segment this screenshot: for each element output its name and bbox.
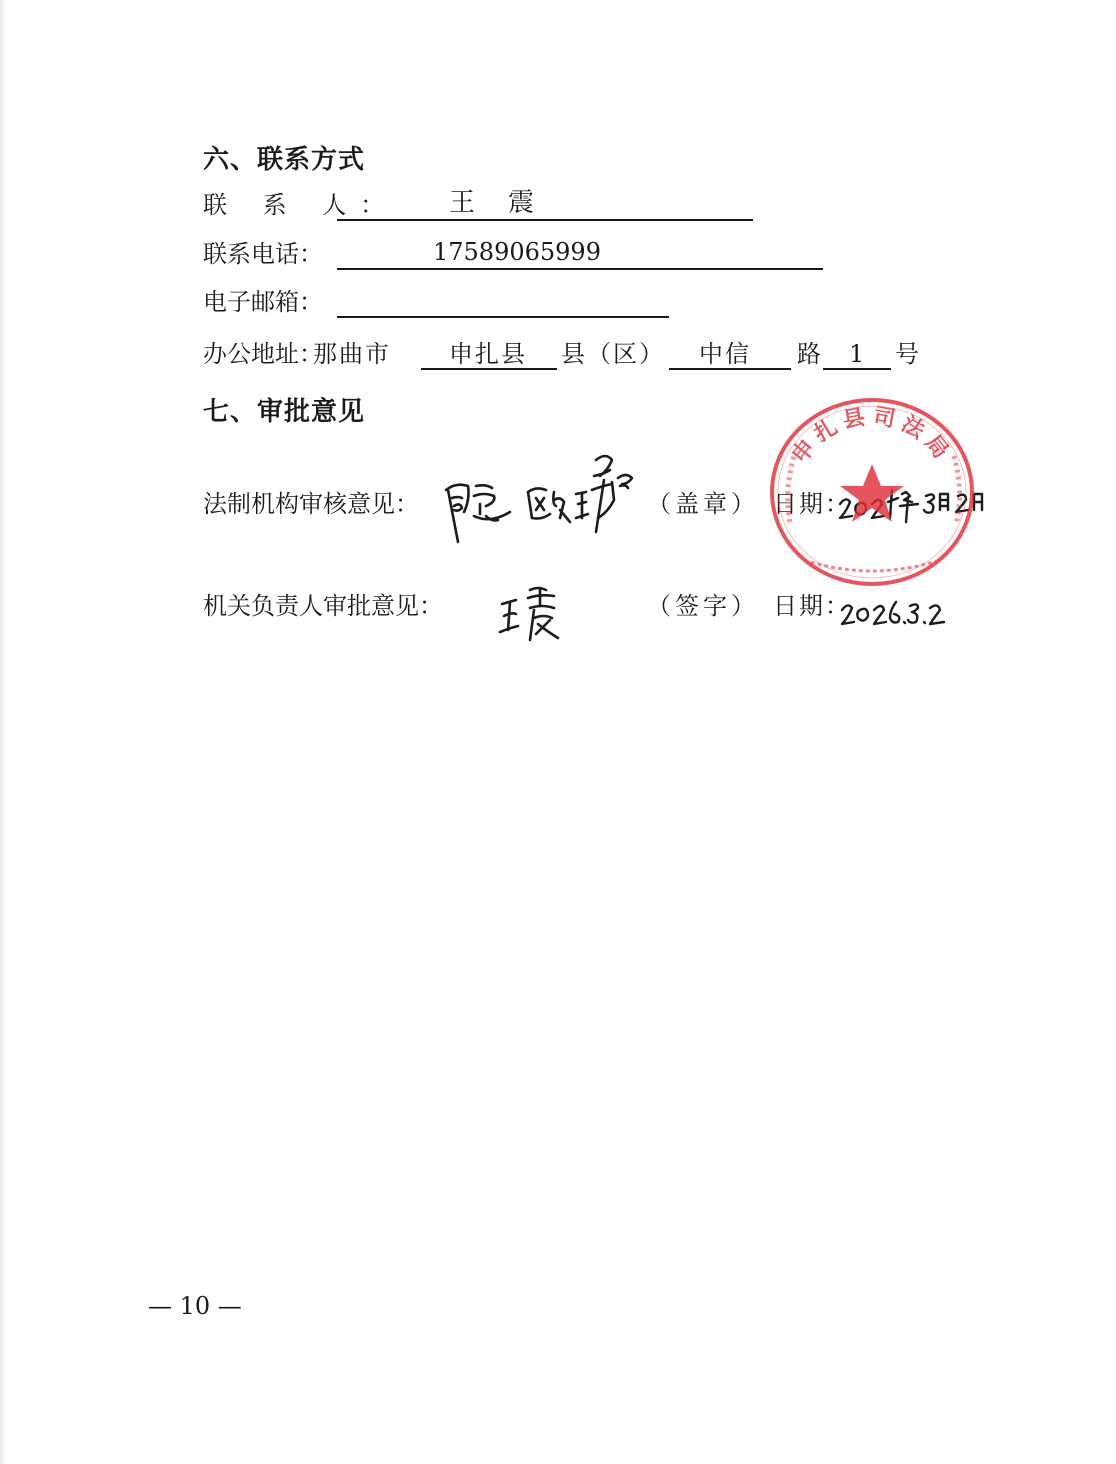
address-number: 1 (849, 340, 865, 368)
legal-review-signature (436, 440, 636, 550)
phone-label: 联系电话： (203, 240, 323, 268)
leader-approval-label: 机关负责人审批意见： (203, 592, 443, 620)
page-number: — 10 — (148, 1292, 242, 1320)
legal-review-label: 法制机构审核意见： (203, 490, 419, 518)
contact-person-row (203, 188, 763, 225)
svg-text:申扎县司法局 (787, 404, 957, 468)
contact-person-label: 联 系 人： (203, 191, 399, 219)
email-label: 电子邮箱： (203, 288, 323, 316)
address-county-suffix: 县（区） (561, 340, 665, 368)
section-six-heading: 六、联系方式 (203, 145, 366, 175)
seal-label: （盖章） (647, 490, 759, 518)
leader-signature (494, 580, 574, 650)
phone-row (203, 238, 843, 274)
section-seven-heading: 七、审批意见 (203, 397, 366, 427)
contact-person-underline (337, 189, 753, 221)
address-road-suffix: 路 (797, 340, 821, 368)
email-underline (337, 286, 669, 318)
address-row (203, 342, 923, 374)
sign-label: （签字） (647, 592, 759, 620)
address-label: 办公地址： (203, 340, 323, 368)
legal-date-label: 日期： (773, 490, 851, 518)
address-number-suffix: 号 (895, 340, 919, 368)
email-row (203, 290, 683, 322)
leader-date-handwriting (838, 592, 948, 632)
phone-value: 17589065999 (433, 238, 601, 266)
official-seal-stamp (764, 392, 980, 588)
leader-date-label: 日期： (773, 592, 851, 620)
address-city: 那曲市 (313, 340, 391, 368)
seal-text: 申扎县司法局 (787, 404, 957, 469)
address-road: 中信 (699, 340, 751, 368)
address-county: 申扎县 (449, 340, 527, 368)
page-edge-shadow (0, 0, 6, 1464)
contact-person-value: 王 震 (449, 188, 535, 218)
